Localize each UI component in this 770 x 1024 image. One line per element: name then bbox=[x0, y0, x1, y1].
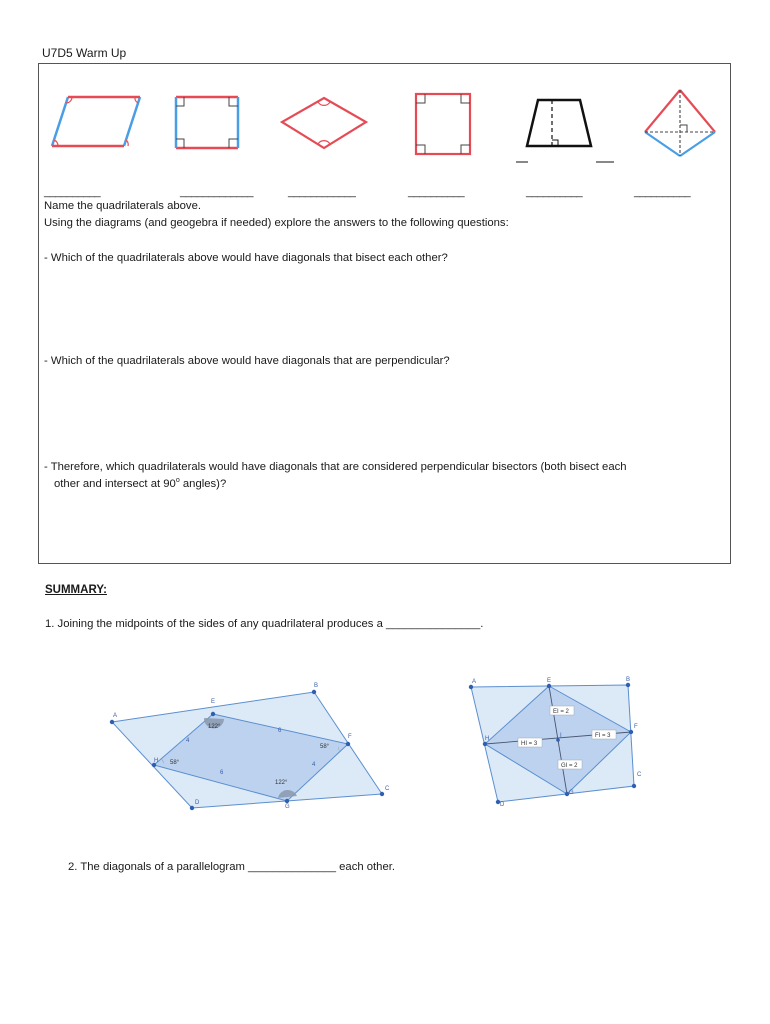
fig2-point-f: F bbox=[634, 724, 638, 730]
fig1-point-g: G bbox=[285, 804, 290, 810]
shape-name-blank-1[interactable]: __________ bbox=[44, 186, 101, 198]
fig2-point-a: A bbox=[472, 679, 477, 685]
fig2-point-h: H bbox=[485, 736, 490, 742]
shape-name-blank-2[interactable]: _____________ bbox=[180, 186, 254, 198]
parallelogram-diagram bbox=[52, 97, 140, 146]
fig2-measure-ei: EI = 2 bbox=[553, 709, 569, 715]
question-2: - Which of the quadrilaterals above would have diagonals that are perpendicular? bbox=[44, 355, 450, 367]
shape-name-blank-5[interactable]: __________ bbox=[526, 186, 583, 198]
fig1-point-e: E bbox=[211, 699, 216, 705]
fig1-angle-e: 122° bbox=[208, 724, 221, 730]
fig2-point-b: B bbox=[626, 677, 631, 683]
kite-diagram bbox=[645, 90, 715, 156]
fig1-side-fg: 4 bbox=[312, 762, 316, 768]
page-title: U7D5 Warm Up bbox=[42, 46, 127, 60]
midpoint-figure-1 bbox=[100, 676, 400, 816]
summary-item-1: 1. Joining the midpoints of the sides of any quadrilateral produces a _______________. bbox=[45, 618, 484, 630]
rhombus-diagram bbox=[282, 98, 366, 148]
fig2-point-e: E bbox=[547, 678, 552, 684]
name-prompt: Name the quadrilaterals above. bbox=[44, 200, 201, 212]
fig2-measure-gi: GI = 2 bbox=[561, 763, 578, 769]
fig2-measure-fi: FI = 3 bbox=[595, 733, 611, 739]
shape-name-blank-6[interactable]: __________ bbox=[634, 186, 691, 198]
fig2-point-d: D bbox=[500, 802, 505, 808]
fig1-point-f: F bbox=[348, 734, 352, 740]
fig1-side-hg: 6 bbox=[220, 770, 224, 776]
shape-name-blank-3[interactable]: ____________ bbox=[288, 186, 356, 198]
fig2-point-g: G bbox=[569, 790, 574, 796]
fig2-point-c: C bbox=[637, 772, 642, 778]
fig1-side-ef: 6 bbox=[278, 728, 282, 734]
midpoint-figure-2 bbox=[460, 672, 660, 822]
rectangle-diagram bbox=[176, 97, 238, 148]
fig1-point-d: D bbox=[195, 800, 200, 806]
question-3-line-1: - Therefore, which quadrilaterals would have diagonals that are considered perpendicular bisectors (both bisect each bbox=[44, 461, 627, 473]
fig1-point-c: C bbox=[385, 786, 390, 792]
instructions: Using the diagrams (and geogebra if needed) explore the answers to the following questions: bbox=[44, 217, 509, 229]
trapezoid-diagram bbox=[516, 100, 614, 162]
fig1-angle-g: 122° bbox=[275, 780, 288, 786]
fig1-angle-h: 58° bbox=[170, 760, 180, 766]
summary-heading: SUMMARY: bbox=[45, 584, 107, 596]
fig1-angle-f: 58° bbox=[320, 744, 330, 750]
fig1-point-h: H bbox=[154, 758, 159, 764]
summary-item-2: 2. The diagonals of a parallelogram ______________ each other. bbox=[68, 861, 396, 873]
question-1: - Which of the quadrilaterals above would have diagonals that bisect each other? bbox=[44, 252, 448, 264]
square-diagram bbox=[416, 94, 470, 154]
fig2-measure-hi: HI = 3 bbox=[521, 741, 538, 747]
fig1-side-eh: 4 bbox=[186, 738, 190, 744]
fig1-point-a: A bbox=[113, 713, 118, 719]
fig1-point-b: B bbox=[314, 683, 319, 689]
quadrilateral-diagrams bbox=[40, 82, 730, 167]
shape-name-blank-4[interactable]: __________ bbox=[408, 186, 465, 198]
question-3-line-2: other and intersect at 90$^o$ angles)? bbox=[54, 477, 227, 490]
fig2-point-i: I bbox=[560, 733, 562, 739]
